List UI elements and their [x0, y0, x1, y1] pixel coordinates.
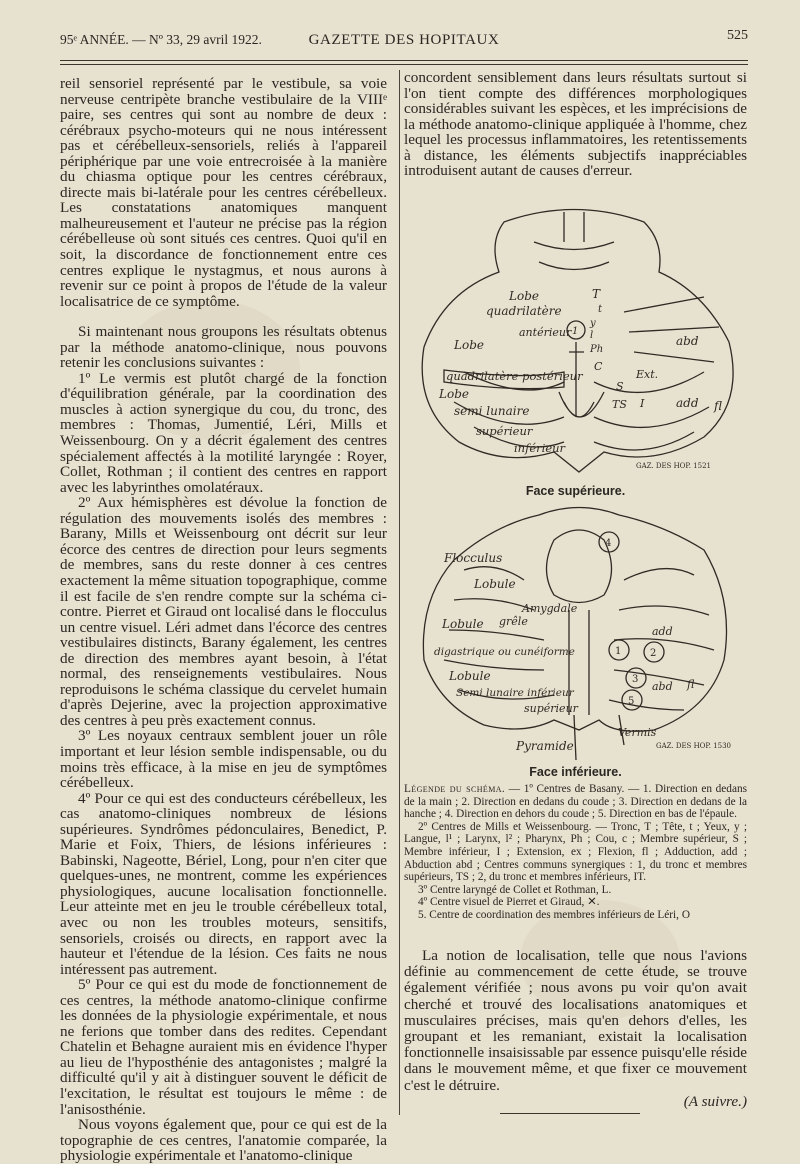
label-S: S [616, 380, 624, 393]
label-anterieur: antérieur [519, 326, 572, 339]
legend-text: — 1º Centres de Basany. — 1. Direction en dedans de la main ; 2. Direction en dedans du coude ; 3. Direction en dedans de la hanche ; 4. Direction en dehors du coude ; 5. Direction en bas de l'épaule. [404, 783, 747, 821]
page-number: 525 [727, 28, 748, 43]
paragraph: Nous voyons également que, pour ce qui est de la topographie de ces centres, l'anatomie comparée, la physiologie expérimentale et l'anatomo-clinique [60, 1116, 387, 1164]
label-lobule: Lobule [442, 617, 484, 631]
label-digastrique: digastrique ou cunéiforme [434, 646, 575, 658]
cerebellum-superior-drawing [404, 202, 747, 484]
label-lobe: Lobe [454, 338, 484, 352]
folia-lines [534, 242, 614, 270]
paragraph: 5º Pour ce qui est du mode de fonctionnement de ces centres, la méthode anatomo-clinique confirme les données de la physiologie expérimentale, et nous ne ferions que tomber dans des redites. Cependant Chatelin et Behagne auraient mis en évidence l'hyper au lieu de l'hyposthénie des antagonistes ; malgré la difficulté qu'il y ait à distinguer souvent le déficit de l'excitation, le résultat est toujours le même : de l'anisosthénie. [60, 976, 387, 1118]
label-y: y [590, 318, 596, 329]
paragraph: reil sensoriel représenté par le vestibule, sa voie nerveuse centripète branche vestibulaire de la VIIIᵉ paire, ses centres qui sont au nombre de deux : cérébraux psycho-moteurs qui ne nous intéressent pas et cérébelleux-sensoriels, reliés à l'appareil périphérique par une voie entrecroisée à la manière du chiasma optique pour les centres cérébraux, directe mais bi-latérale pour les centres cérébelleux. Les constatations anatomiques manquent malheureusement et l'auteur ne précise pas la région cérébelleuse où sont situés ces centres. Quoi qu'il en soit, la discordance de fonctionnement entre ces centres explique le nystagmus, et nous aurons à revenir sur ce point à propos de l'étude de la valeur localisatrice de ce symptôme. [60, 75, 387, 310]
label-lobe: Lobe [509, 289, 539, 303]
paragraph: concordent sensiblement dans leurs résultats surtout si l'on tient compte des différences morphologiques considérables suivant les espèces, et les imprécisions de la méthode anatomo-clinique appliquée à l'homme, chez lequel les processus inflammatoires, les retentissements à distance, les éléments subjectifs inappréciables introduisent autant de causes d'erreur. [404, 69, 747, 180]
header-rule [60, 60, 748, 61]
label-Ph: Ph [590, 344, 604, 355]
label-quadrilatere-posterieur: quadrilatère postérieur [446, 369, 583, 383]
end-rule [500, 1113, 640, 1114]
label-flocculus: Flocculus [444, 551, 503, 565]
label-C: C [594, 360, 603, 373]
figure-superior-face [404, 202, 747, 502]
label-abd: abd [676, 334, 699, 348]
page-header [60, 28, 748, 50]
label-pyramide: Pyramide [516, 739, 574, 753]
cerebellum-inferior-drawing [404, 500, 747, 765]
label-fl: fl [687, 678, 695, 691]
figure-credit: GAZ. DES HOP. 1530 [656, 742, 731, 750]
paragraph: Si maintenant nous groupons les résultats obtenus par la méthode anatomo-clinique, nous pouvons retenir les conclusions suivantes : [60, 323, 387, 372]
label-semi-lunaire: semi lunaire [454, 404, 530, 418]
legend-head: Légende du schéma. [404, 783, 506, 795]
label-T: T [592, 287, 601, 301]
label-5: 5 [628, 696, 635, 707]
label-2: 2 [650, 648, 657, 659]
vermis-lines [559, 392, 604, 417]
label-t: t [598, 304, 603, 315]
right-column-top [404, 70, 747, 179]
pons-outline [547, 530, 612, 603]
label-1: 1 [572, 326, 579, 337]
legend-paragraph [404, 783, 747, 821]
folia-lines [594, 372, 709, 450]
issue-line: 95ᵉ ANNÉE. — Nº 33, 29 avril 1922. [60, 32, 262, 47]
paragraph: 3º Les noyaux centraux semblent jouer un rôle important et leur lésion semble indispensable, ou du moins très efficace, à la mise en jeu de symptômes cérébelleux. [60, 727, 387, 792]
label-superieur: supérieur [524, 702, 578, 715]
legend-paragraph: 3º Centre laryngé de Collet et Rothman, L. [418, 883, 612, 896]
paragraph: 4º Pour ce qui est des conducteurs cérébelleux, les cas anatomo-cliniques nombreux de lésions supérieures. Syndrômes pédonculaires, Benedict, P. Marie et Foix, Thiers, de lésions inférieures : Babinski, Nageotte, Bériel, Long, pour n'en citer que quelques-unes, ne montrent, comme les expériences physiologiques, aucune localisation fonctionnelle. Leur atteinte met en jeu le trouble cérébelleux total, avec ou non les troubles moteurs, sensitifs, sensoriels, croisés ou directs, en rapport avec la hauteur et l'étendue de la lésion. Ces faits ne nous intéressent pas autrement. [60, 789, 387, 978]
vermis-lines [569, 610, 589, 715]
label-fl: fl [714, 399, 723, 413]
label-grele: grêle [499, 615, 528, 628]
pyramide-pointer [574, 715, 576, 760]
label-superieur: supérieur [476, 424, 533, 438]
label-amygdale: Amygdale [522, 602, 578, 615]
label-TS: TS [612, 398, 627, 411]
left-column [60, 76, 387, 1164]
label-quadrilatere: quadrilatère [486, 304, 562, 318]
folia-lines [564, 212, 584, 242]
label-1: 1 [615, 646, 622, 657]
label-I: I [640, 397, 645, 410]
figure-credit: GAZ. DES HOP. 1521 [636, 462, 711, 470]
legend-paragraph: 5. Centre de coordination des membres inférieurs de Léri, O [418, 908, 690, 921]
label-lobule: Lobule [449, 669, 491, 683]
label-abd: abd [652, 680, 673, 693]
figure-caption: Face inférieure. [529, 765, 622, 779]
label-add: add [652, 625, 673, 638]
label-add: add [676, 396, 699, 410]
label-semi-lunaire: Semi lunaire inférieur [456, 687, 574, 699]
label-3: 3 [632, 674, 639, 685]
folia-lines [624, 297, 719, 362]
to-be-continued: (A suivre.) [683, 1092, 747, 1110]
paragraph: La notion de localisation, telle que nous l'avions définie au commencement de cette étude, se trouve également vérifiée ; nous avons pu voir qu'on avait cherché et trouvé des localisations anatomiques et musculaires précises, mais qu'en dehors d'elles, les groupant et les remaniant, existait la localisation fonctionnelle insaisissable par essence puisqu'elle réside dans le mouvement même, et que fixer ce mouvement c'est le détruire. [404, 947, 747, 1094]
figure-legend [404, 783, 747, 922]
label-ext: Ext. [636, 368, 659, 381]
figure-caption: Face supérieure. [525, 484, 626, 498]
label-inferieur: inférieur [514, 441, 566, 455]
label-l: l [590, 330, 594, 341]
label-lobule: Lobule [474, 577, 516, 591]
right-column-bottom [404, 948, 747, 1110]
header-rule-double [60, 64, 748, 65]
legend-paragraph: 2º Centres de Mills et Weissenbourg. — Tronc, T ; Tête, t ; Yeux, y ; Langue, l¹ ; Larynx, l² ; Pharynx, Ph ; Cou, c ; Membre supérieur, S ; Membre inférieur, I ; Extension, ex ; Flexion, fl ; Adduction, add ; Abduction abd ; Centres communs synergiques : 1, du tronc et membres supérieurs, TS ; 2, du tronc et membres inférieurs, IT. [404, 820, 747, 884]
figure-inferior-face [404, 500, 747, 785]
paragraph: 1º Le vermis est plutôt chargé de la fonction d'équilibration générale, par la coordination des muscles à action synergique du cou, du tronc, des membres : Thomas, Jumentié, Léri, Mills et Weissenbourg. On y a décrit également des centres spécialement affectés à la motilité laryngée : Royer, Collet, Rothman ; il contient des centres en rapport avec les labyrinthes omolatéraux. [60, 369, 387, 496]
legend-paragraph: 4º Centre visuel de Pierret et Giraud, ✕. [418, 896, 600, 909]
label-lobe: Lobe [439, 387, 469, 401]
column-divider [399, 70, 400, 1115]
label-4: 4 [605, 538, 612, 549]
label-vermis: Vermis [618, 726, 657, 739]
paragraph: 2º Aux hémisphères est dévolue la fonction de régulation des mouvements isolés des membres : Barany, Mills et Weissenbourg ont décrit sur leur écorce des centres de direction pour leurs segments de membres, sans du reste donner à ces centres exactement la même situation topographique, comme il est facile de s'en rendre compte sur la schéma ci-contre. Pierret et Giraud ont localisé dans le flocculus un centre visuel. Léri admet dans l'écorce des centres vestibulaires distincts, Barany également, les centres de direction des membres ayant besoin, à l'état normal, des renseignements vestibulaires. Nous reproduisons le schéma classique du cervelet humain d'après Dejerine, avec la projection approximative des centres à peu près exactement connus. [60, 494, 387, 729]
journal-title: GAZETTE DES HOPITAUX [308, 32, 500, 48]
